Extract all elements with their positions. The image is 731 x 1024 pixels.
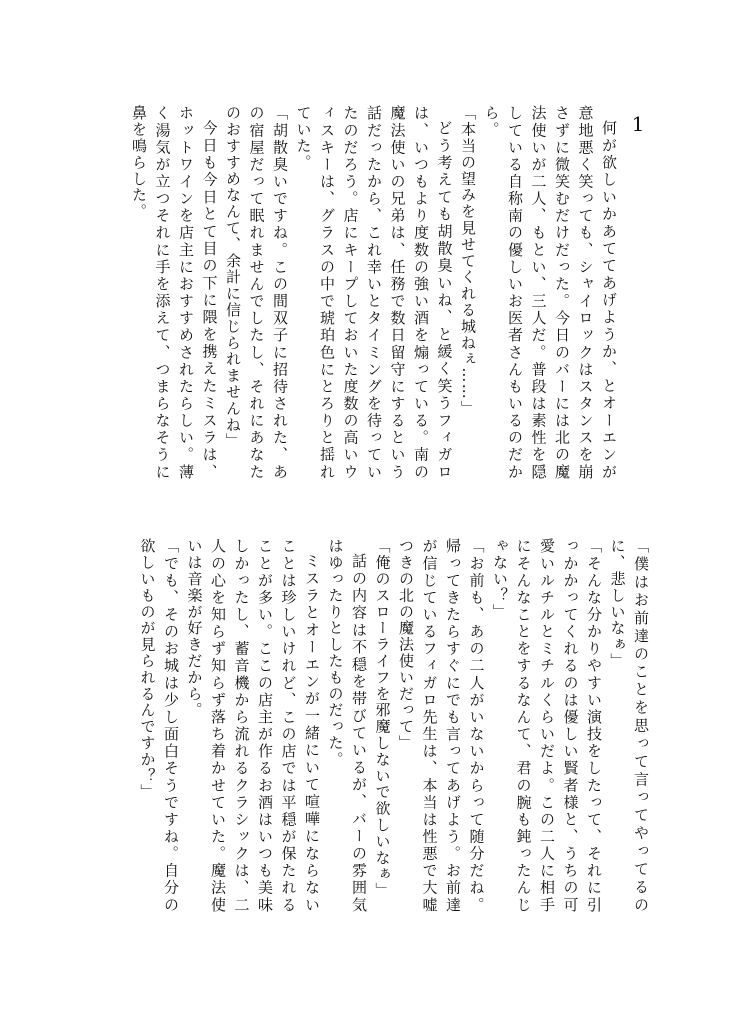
- paragraph: 話の内容は不穏を帯びているが、バーの雰囲気はゆったりとしたものだった。: [326, 538, 368, 913]
- paragraph: 「俺のスローライフを邪魔しないで欲しいなぁ」: [373, 538, 392, 899]
- paragraph: 「お前も、あの二人がいないからって随分だね。帰ってきたらすぐにでも言ってあげよう。お前達が信じているフィガロ先生は、本当は性悪で大嘘つきの北の魔法使いだって」: [397, 538, 486, 913]
- page-number: 1: [631, 112, 645, 136]
- paragraph: 「僕はお前達のことを思って言ってやってるのに、悲しいなぁ」: [608, 538, 650, 913]
- lower-text-block: [138, 538, 652, 913]
- upper-text-block: [130, 105, 620, 480]
- paragraph: どう考えても胡散臭いね、と緩く笑うフィガロは、いつもより度数の強い酒を煽っている。南の魔法使いの兄弟は、任務で数日留守にするという話だったから、これ幸いとタイミングを待っていたのだろう。店にキープしておいた度数の高いウィスキーは、グラスの中で琥珀色にとろりと揺れていた。: [294, 105, 454, 480]
- paragraph: 「胡散臭いですね。この間双子に招待された、あの宿屋だって眠れませんでしたし、それにあなたのおすすめなんて、余計に信じられませんね」: [224, 105, 289, 480]
- paragraph: 何が欲しいかあててあげようか、とオーエンが意地悪く笑っても、シャイロックはスタンスを崩さずに微笑むだけだった。今日のバーには北の魔法使いが二人、もとい、三人だ。普段は素性を隠している自称南の優しいお医者さんもいるのだから。: [482, 105, 618, 480]
- paragraph: 今日も今日とて目の下に隈を携えたミスラは、ホットワインを店主におすすめされたらしい。薄く湯気が立つそれに手を添えて、つまらなそうに鼻を鳴らした。: [130, 105, 219, 480]
- paragraph: 「でも、そのお城は少し面白そうですね。自分の欲しいものが見られるんですか？」: [138, 538, 180, 913]
- paragraph: 「そんな分かりやすい演技をしたって、それに引っかかってくれるのは優しい賢者様と、うちの可愛いルチルとミチルくらいだよ。この二人に相手にそんなことをするなんて、君の腕も鈍ったんじゃない？」: [491, 538, 603, 913]
- paragraph: 「本当の望みを見せてくれる城ねぇ……」: [459, 105, 477, 417]
- paragraph: ミスラとオーエンが一緒にいて喧嘩にならないことは珍しいけれど、この店では平穏が保たれることが多い。ここの店主が作るお酒はいつも美味しかったし、蓄音機から流れるクラシックは、二人の心を知らず知らず落ち着かせていた。魔法使いは音楽が好きだから。: [185, 538, 321, 913]
